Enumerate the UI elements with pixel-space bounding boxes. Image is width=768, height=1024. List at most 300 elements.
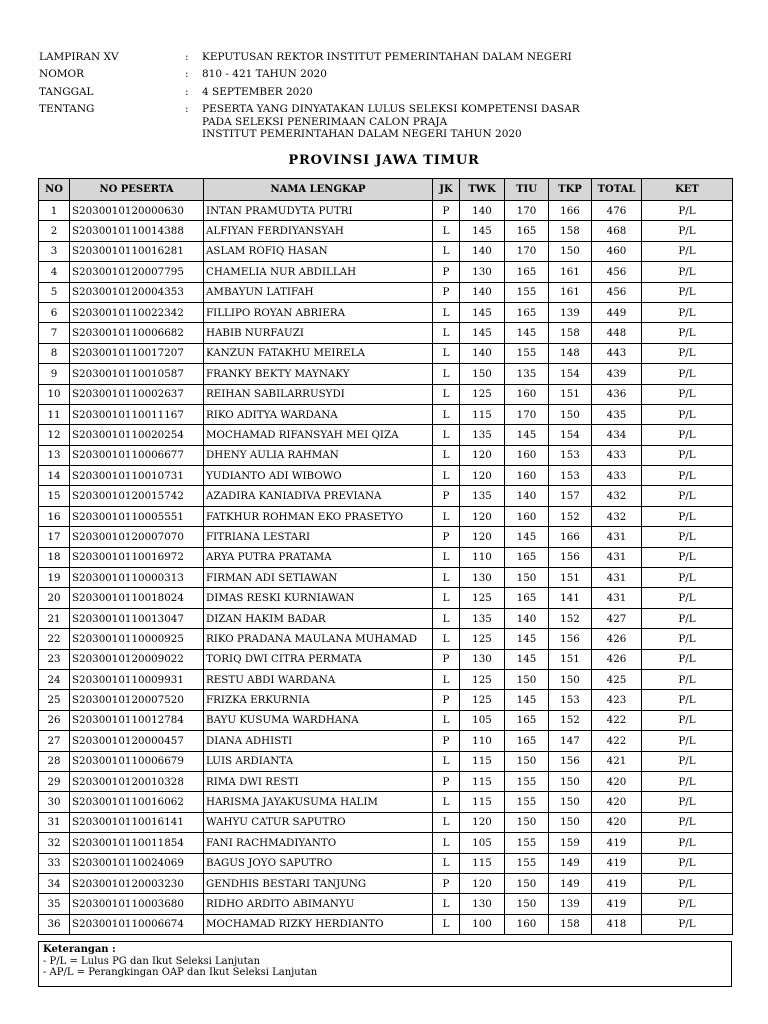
col-ket-cell: P/L [642, 669, 733, 689]
table-row [39, 894, 733, 914]
col-jk-cell: L [433, 833, 460, 853]
col-jk-cell: P [433, 873, 460, 893]
header-value-line: INSTITUT PEMERINTAHAN DALAM NEGERI TAHUN 2020 [202, 128, 522, 141]
col-ket-cell: P/L [642, 853, 733, 873]
col-jk-cell: L [433, 608, 460, 628]
table-row [39, 914, 733, 934]
col-tkp-cell: 150 [549, 669, 592, 689]
col-tiu-cell: 145 [505, 527, 549, 547]
col-tkp-cell: 150 [549, 241, 592, 261]
col-no-cell: 13 [39, 445, 70, 465]
col-no-cell: 20 [39, 588, 70, 608]
col-twk-cell: 135 [460, 425, 505, 445]
col-no-peserta-header: NO PESERTA [70, 179, 204, 201]
table-row [39, 241, 733, 261]
col-tkp-cell: 151 [549, 384, 592, 404]
col-twk-cell: 145 [460, 323, 505, 343]
header-value [202, 103, 739, 140]
col-no-peserta-cell: S2030010120007520 [70, 690, 204, 710]
col-total-cell: 439 [592, 364, 642, 384]
col-no-cell: 17 [39, 527, 70, 547]
col-no-peserta-cell: S2030010110002637 [70, 384, 204, 404]
header-value [202, 68, 739, 80]
col-tiu-cell: 160 [505, 506, 549, 526]
col-no-cell: 6 [39, 302, 70, 322]
col-tkp-cell: 156 [549, 547, 592, 567]
header-label: TANGGAL [39, 85, 94, 98]
header-colon: : [185, 68, 189, 81]
table-row [39, 364, 733, 384]
col-tkp-cell: 151 [549, 649, 592, 669]
col-jk-cell: L [433, 466, 460, 486]
table-row [39, 384, 733, 404]
col-jk-cell: L [433, 669, 460, 689]
table-row [39, 771, 733, 791]
col-ket-cell: P/L [642, 690, 733, 710]
col-jk-cell: P [433, 690, 460, 710]
col-tkp-cell: 161 [549, 262, 592, 282]
notes-line: - P/L = Lulus PG dan Ikut Seleksi Lanjutan [43, 955, 261, 967]
col-twk-cell: 125 [460, 588, 505, 608]
table-row [39, 608, 733, 628]
table-row [39, 425, 733, 445]
col-tiu-cell: 140 [505, 486, 549, 506]
col-total-cell: 421 [592, 751, 642, 771]
header-label: LAMPIRAN XV [39, 51, 119, 63]
col-no-cell: 35 [39, 894, 70, 914]
col-ket-cell: P/L [642, 894, 733, 914]
table-row [39, 812, 733, 832]
col-jk-cell: L [433, 812, 460, 832]
col-twk-header: TWK [460, 179, 505, 201]
col-twk-cell: 145 [460, 302, 505, 322]
col-nama-lengkap-cell: RIKO ADITYA WARDANA [204, 404, 433, 424]
col-no-cell: 12 [39, 425, 70, 445]
col-ket-cell: P/L [642, 608, 733, 628]
col-tkp-cell: 153 [549, 690, 592, 710]
col-jk-cell: P [433, 201, 460, 221]
col-tkp-cell: 153 [549, 466, 592, 486]
col-tiu-cell: 145 [505, 629, 549, 649]
col-tkp-cell: 156 [549, 751, 592, 771]
col-tkp-cell: 147 [549, 731, 592, 751]
col-nama-lengkap-cell: RIKO PRADANA MAULANA MUHAMAD [204, 629, 433, 649]
col-no-peserta-cell: S2030010110003680 [70, 894, 204, 914]
table-row [39, 669, 733, 689]
col-twk-cell: 150 [460, 364, 505, 384]
col-tkp-cell: 151 [549, 568, 592, 588]
col-no-cell: 9 [39, 364, 70, 384]
col-tkp-header: TKP [549, 179, 592, 201]
col-tiu-cell: 165 [505, 588, 549, 608]
col-ket-cell: P/L [642, 445, 733, 465]
col-tkp-cell: 150 [549, 771, 592, 791]
col-no-header: NO [39, 179, 70, 201]
col-no-cell: 7 [39, 323, 70, 343]
col-ket-cell: P/L [642, 262, 733, 282]
table-row [39, 466, 733, 486]
col-total-cell: 468 [592, 221, 642, 241]
col-nama-lengkap-cell: ASLAM ROFIQ HASAN [204, 241, 433, 261]
table-row [39, 833, 733, 853]
table-row [39, 486, 733, 506]
col-twk-cell: 100 [460, 914, 505, 934]
col-tiu-cell: 160 [505, 466, 549, 486]
col-total-cell: 425 [592, 669, 642, 689]
document-header [39, 51, 739, 145]
col-ket-cell: P/L [642, 527, 733, 547]
header-value-line: PESERTA YANG DINYATAKAN LULUS SELEKSI KOMPETENSI DASAR [202, 103, 580, 116]
col-twk-cell: 110 [460, 731, 505, 751]
col-nama-lengkap-cell: DHENY AULIA RAHMAN [204, 445, 433, 465]
table-row [39, 201, 733, 221]
col-twk-cell: 105 [460, 833, 505, 853]
table-row [39, 445, 733, 465]
col-tkp-cell: 159 [549, 833, 592, 853]
col-no-cell: 34 [39, 873, 70, 893]
col-tiu-cell: 165 [505, 731, 549, 751]
col-no-cell: 26 [39, 710, 70, 730]
col-no-cell: 27 [39, 731, 70, 751]
col-twk-cell: 120 [460, 506, 505, 526]
col-no-peserta-cell: S2030010110013047 [70, 608, 204, 628]
col-twk-cell: 115 [460, 792, 505, 812]
col-no-peserta-cell: S2030010120009022 [70, 649, 204, 669]
col-nama-lengkap-cell: YUDIANTO ADI WIBOWO [204, 466, 433, 486]
col-nama-lengkap-cell: FIRMAN ADI SETIAWAN [204, 568, 433, 588]
col-tiu-cell: 145 [505, 649, 549, 669]
table-row [39, 506, 733, 526]
col-ket-cell: P/L [642, 792, 733, 812]
col-jk-cell: P [433, 262, 460, 282]
col-nama-lengkap-cell: FRIZKA ERKURNIA [204, 690, 433, 710]
col-nama-lengkap-cell: RIDHO ARDITO ABIMANYU [204, 894, 433, 914]
col-no-cell: 14 [39, 466, 70, 486]
col-tkp-cell: 141 [549, 588, 592, 608]
table-row [39, 527, 733, 547]
col-no-cell: 23 [39, 649, 70, 669]
col-tkp-cell: 158 [549, 323, 592, 343]
col-tiu-header: TIU [505, 179, 549, 201]
col-tkp-cell: 148 [549, 343, 592, 363]
col-ket-cell: P/L [642, 343, 733, 363]
col-jk-cell: L [433, 710, 460, 730]
col-nama-lengkap-cell: BAYU KUSUMA WARDHANA [204, 710, 433, 730]
col-tiu-cell: 145 [505, 323, 549, 343]
col-ket-cell: P/L [642, 425, 733, 445]
col-twk-cell: 115 [460, 853, 505, 873]
col-nama-lengkap-cell: FILLIPO ROYAN ABRIERA [204, 302, 433, 322]
col-tkp-cell: 150 [549, 812, 592, 832]
col-twk-cell: 140 [460, 343, 505, 363]
col-ket-cell: P/L [642, 751, 733, 771]
col-twk-cell: 130 [460, 894, 505, 914]
col-no-cell: 2 [39, 221, 70, 241]
table-row [39, 751, 733, 771]
col-jk-cell: L [433, 384, 460, 404]
col-no-peserta-cell: S2030010110009931 [70, 669, 204, 689]
col-tkp-cell: 139 [549, 302, 592, 322]
col-ket-cell: P/L [642, 771, 733, 791]
col-total-cell: 423 [592, 690, 642, 710]
header-row [39, 68, 739, 80]
col-total-cell: 431 [592, 568, 642, 588]
table-header-row [39, 179, 733, 201]
col-tkp-cell: 156 [549, 629, 592, 649]
col-jk-cell: L [433, 894, 460, 914]
table-row [39, 221, 733, 241]
col-ket-cell: P/L [642, 833, 733, 853]
col-no-cell: 31 [39, 812, 70, 832]
col-total-cell: 426 [592, 629, 642, 649]
col-ket-cell: P/L [642, 506, 733, 526]
col-ket-cell: P/L [642, 812, 733, 832]
col-total-cell: 476 [592, 201, 642, 221]
col-total-cell: 448 [592, 323, 642, 343]
col-tkp-cell: 150 [549, 404, 592, 424]
col-total-cell: 435 [592, 404, 642, 424]
col-total-cell: 433 [592, 445, 642, 465]
province-title: PROVINSI JAWA TIMUR [288, 153, 480, 168]
col-no-cell: 22 [39, 629, 70, 649]
header-row [39, 103, 739, 140]
col-total-cell: 426 [592, 649, 642, 669]
col-twk-cell: 115 [460, 771, 505, 791]
col-nama-lengkap-cell: FITRIANA LESTARI [204, 527, 433, 547]
col-nama-lengkap-cell: HABIB NURFAUZI [204, 323, 433, 343]
col-nama-lengkap-cell: TORIQ DWI CITRA PERMATA [204, 649, 433, 669]
col-twk-cell: 110 [460, 547, 505, 567]
col-nama-lengkap-cell: LUIS ARDIANTA [204, 751, 433, 771]
col-twk-cell: 140 [460, 282, 505, 302]
col-no-peserta-cell: S2030010110012784 [70, 710, 204, 730]
col-twk-cell: 120 [460, 527, 505, 547]
col-no-cell: 16 [39, 506, 70, 526]
table-row [39, 262, 733, 282]
col-tiu-cell: 170 [505, 201, 549, 221]
col-total-cell: 432 [592, 486, 642, 506]
col-no-cell: 18 [39, 547, 70, 567]
col-jk-header: JK [433, 179, 460, 201]
col-tkp-cell: 149 [549, 853, 592, 873]
col-no-peserta-cell: S2030010120000457 [70, 731, 204, 751]
table-row [39, 302, 733, 322]
col-no-peserta-cell: S2030010110010731 [70, 466, 204, 486]
col-nama-lengkap-cell: MOCHAMAD RIFANSYAH MEI QIZA [204, 425, 433, 445]
col-jk-cell: L [433, 221, 460, 241]
col-tiu-cell: 170 [505, 241, 549, 261]
col-jk-cell: P [433, 649, 460, 669]
col-twk-cell: 120 [460, 812, 505, 832]
header-label: NOMOR [39, 68, 85, 81]
col-tiu-cell: 155 [505, 343, 549, 363]
header-row [39, 51, 739, 63]
header-value [202, 86, 739, 98]
col-no-cell: 24 [39, 669, 70, 689]
col-no-peserta-cell: S2030010110000925 [70, 629, 204, 649]
col-total-cell: 419 [592, 873, 642, 893]
col-ket-cell: P/L [642, 710, 733, 730]
col-no-peserta-cell: S2030010110016141 [70, 812, 204, 832]
col-twk-cell: 120 [460, 445, 505, 465]
col-tiu-cell: 150 [505, 812, 549, 832]
col-no-peserta-cell: S2030010110010587 [70, 364, 204, 384]
col-total-cell: 431 [592, 527, 642, 547]
col-tiu-cell: 155 [505, 792, 549, 812]
col-no-peserta-cell: S2030010110020254 [70, 425, 204, 445]
col-jk-cell: L [433, 241, 460, 261]
col-nama-lengkap-cell: DIANA ADHISTI [204, 731, 433, 751]
col-tiu-cell: 150 [505, 751, 549, 771]
col-jk-cell: P [433, 282, 460, 302]
col-total-cell: 460 [592, 241, 642, 261]
table-row [39, 568, 733, 588]
col-nama-lengkap-cell: AZADIRA KANIADIVA PREVIANA [204, 486, 433, 506]
col-no-peserta-cell: S2030010110011167 [70, 404, 204, 424]
header-value-line: 810 - 421 TAHUN 2020 [202, 68, 327, 81]
col-no-cell: 29 [39, 771, 70, 791]
col-total-cell: 456 [592, 262, 642, 282]
col-ket-cell: P/L [642, 282, 733, 302]
header-value-line: PADA SELEKSI PENERIMAAN CALON PRAJA [202, 115, 448, 128]
col-no-peserta-cell: S2030010110018024 [70, 588, 204, 608]
col-total-cell: 422 [592, 731, 642, 751]
col-tiu-cell: 145 [505, 690, 549, 710]
col-ket-cell: P/L [642, 629, 733, 649]
col-ket-cell: P/L [642, 873, 733, 893]
col-nama-lengkap-cell: WAHYU CATUR SAPUTRO [204, 812, 433, 832]
col-twk-cell: 135 [460, 486, 505, 506]
table-row [39, 343, 733, 363]
col-total-cell: 431 [592, 588, 642, 608]
col-no-cell: 21 [39, 608, 70, 628]
col-total-cell: 419 [592, 833, 642, 853]
header-label: TENTANG [39, 103, 95, 116]
col-no-cell: 4 [39, 262, 70, 282]
col-ket-cell: P/L [642, 404, 733, 424]
col-no-peserta-cell: S2030010110005551 [70, 506, 204, 526]
col-jk-cell: L [433, 588, 460, 608]
col-no-peserta-cell: S2030010110006677 [70, 445, 204, 465]
col-no-peserta-cell: S2030010110011854 [70, 833, 204, 853]
col-nama-lengkap-cell: KANZUN FATAKHU MEIRELA [204, 343, 433, 363]
col-total-cell: 427 [592, 608, 642, 628]
col-tkp-cell: 154 [549, 364, 592, 384]
col-ket-cell: P/L [642, 568, 733, 588]
col-no-peserta-cell: S2030010120004353 [70, 282, 204, 302]
col-jk-cell: L [433, 547, 460, 567]
col-ket-cell: P/L [642, 221, 733, 241]
header-row [39, 86, 739, 98]
col-nama-lengkap-cell: MOCHAMAD RIZKY HERDIANTO [204, 914, 433, 934]
col-jk-cell: P [433, 771, 460, 791]
col-jk-cell: L [433, 323, 460, 343]
table-row [39, 547, 733, 567]
col-tiu-cell: 155 [505, 282, 549, 302]
col-tiu-cell: 165 [505, 710, 549, 730]
col-twk-cell: 135 [460, 608, 505, 628]
col-no-cell: 8 [39, 343, 70, 363]
col-jk-cell: L [433, 343, 460, 363]
col-nama-lengkap-cell: ALFIYAN FERDIYANSYAH [204, 221, 433, 241]
col-tkp-cell: 161 [549, 282, 592, 302]
table-row [39, 629, 733, 649]
header-value-line: 4 SEPTEMBER 2020 [202, 85, 313, 98]
col-jk-cell: L [433, 445, 460, 465]
col-total-header: TOTAL [592, 179, 642, 201]
col-no-cell: 36 [39, 914, 70, 934]
col-no-peserta-cell: S2030010120010328 [70, 771, 204, 791]
col-jk-cell: L [433, 302, 460, 322]
col-no-peserta-cell: S2030010120000630 [70, 201, 204, 221]
table-row [39, 690, 733, 710]
col-ket-header: KET [642, 179, 733, 201]
header-value-line: KEPUTUSAN REKTOR INSTITUT PEMERINTAHAN DALAM NEGERI [202, 51, 572, 63]
col-twk-cell: 120 [460, 466, 505, 486]
col-nama-lengkap-cell: REIHAN SABILARRUSYDI [204, 384, 433, 404]
col-no-peserta-cell: S2030010120007795 [70, 262, 204, 282]
col-no-peserta-cell: S2030010120003230 [70, 873, 204, 893]
col-tiu-cell: 155 [505, 771, 549, 791]
col-jk-cell: L [433, 404, 460, 424]
col-tiu-cell: 170 [505, 404, 549, 424]
col-twk-cell: 125 [460, 384, 505, 404]
col-nama-lengkap-cell: AMBAYUN LATIFAH [204, 282, 433, 302]
col-twk-cell: 105 [460, 710, 505, 730]
col-total-cell: 422 [592, 710, 642, 730]
header-colon: : [185, 103, 189, 116]
col-no-peserta-cell: S2030010110022342 [70, 302, 204, 322]
col-jk-cell: L [433, 568, 460, 588]
col-total-cell: 436 [592, 384, 642, 404]
col-ket-cell: P/L [642, 323, 733, 343]
col-total-cell: 433 [592, 466, 642, 486]
col-twk-cell: 145 [460, 221, 505, 241]
col-ket-cell: P/L [642, 731, 733, 751]
col-nama-lengkap-cell: FATKHUR ROHMAN EKO PRASETYO [204, 506, 433, 526]
col-twk-cell: 130 [460, 649, 505, 669]
col-tkp-cell: 166 [549, 201, 592, 221]
col-total-cell: 432 [592, 506, 642, 526]
col-nama-lengkap-cell: RIMA DWI RESTI [204, 771, 433, 791]
col-ket-cell: P/L [642, 914, 733, 934]
col-total-cell: 449 [592, 302, 642, 322]
col-tkp-cell: 152 [549, 710, 592, 730]
table-row [39, 710, 733, 730]
col-no-cell: 28 [39, 751, 70, 771]
col-twk-cell: 125 [460, 690, 505, 710]
col-no-cell: 15 [39, 486, 70, 506]
col-ket-cell: P/L [642, 384, 733, 404]
col-tkp-cell: 150 [549, 792, 592, 812]
col-no-cell: 33 [39, 853, 70, 873]
col-tiu-cell: 155 [505, 853, 549, 873]
col-twk-cell: 140 [460, 241, 505, 261]
col-nama-lengkap-header: NAMA LENGKAP [204, 179, 433, 201]
table-row [39, 731, 733, 751]
col-jk-cell: P [433, 527, 460, 547]
col-nama-lengkap-cell: ARYA PUTRA PRATAMA [204, 547, 433, 567]
notes-title: Keterangan : [43, 944, 116, 955]
col-tiu-cell: 165 [505, 547, 549, 567]
col-tkp-cell: 139 [549, 894, 592, 914]
col-jk-cell: L [433, 792, 460, 812]
col-tiu-cell: 150 [505, 894, 549, 914]
col-total-cell: 419 [592, 853, 642, 873]
col-jk-cell: L [433, 425, 460, 445]
col-no-peserta-cell: S2030010110000313 [70, 568, 204, 588]
col-no-peserta-cell: S2030010110014388 [70, 221, 204, 241]
